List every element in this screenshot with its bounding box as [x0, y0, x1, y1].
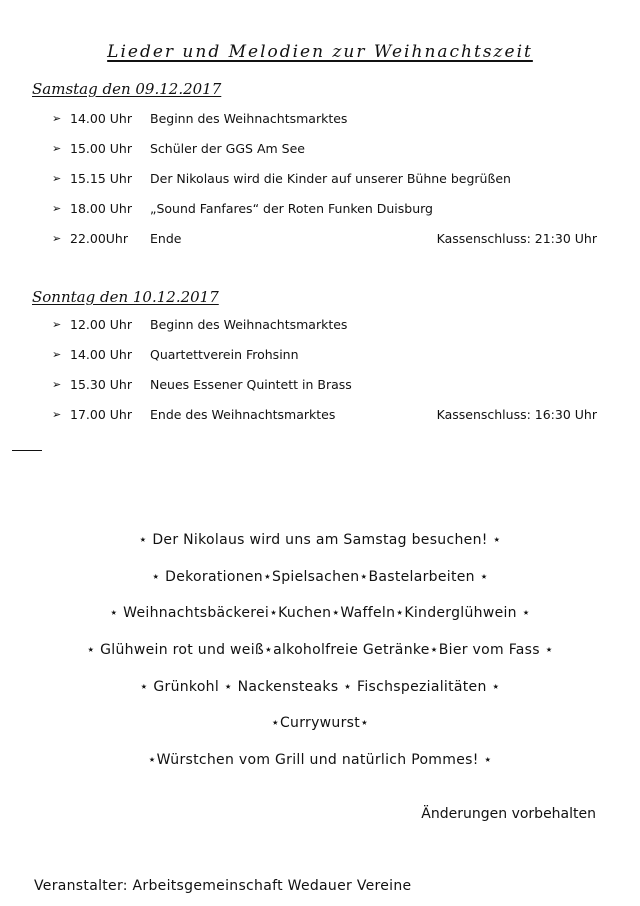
highlights-list	[0, 522, 640, 779]
event-time: 17.00 Uhr	[70, 407, 132, 422]
event-time: 15.00 Uhr	[70, 141, 132, 156]
event-description: Ende des Weihnachtsmarktes	[150, 407, 336, 422]
arrow-bullet-icon: ➢	[52, 112, 62, 125]
schedule-row	[52, 194, 597, 224]
schedule-row	[52, 340, 597, 370]
highlight-line: ⋆ Der Nikolaus wird uns am Samstag besuchen! ⋆	[138, 532, 502, 548]
event-time: 12.00 Uhr	[70, 317, 132, 332]
event-description: Ende	[150, 231, 182, 246]
day-heading-saturday: Samstag den 09.12.2017	[32, 80, 222, 98]
event-time: 15.15 Uhr	[70, 171, 132, 186]
schedule-row	[52, 400, 597, 430]
schedule-row	[52, 104, 597, 134]
event-time: 14.00 Uhr	[70, 347, 132, 362]
highlight-line: ⋆Würstchen vom Grill und natürlich Pommes! ⋆	[147, 752, 493, 769]
event-description: Der Nikolaus wird die Kinder auf unserer Bühne begrüßen	[150, 171, 511, 186]
day-heading-sunday: Sonntag den 10.12.2017	[32, 288, 219, 306]
schedule-row	[52, 370, 597, 400]
page-title: Lieder und Melodien zur Weihnachtszeit	[107, 42, 533, 62]
schedule-row	[52, 310, 597, 340]
event-description: Quartettverein Frohsinn	[150, 347, 299, 362]
highlight-line: ⋆ Dekorationen⋆Spielsachen⋆Bastelarbeiten ⋆	[151, 568, 489, 585]
event-time: 18.00 Uhr	[70, 201, 132, 216]
arrow-bullet-icon: ➢	[52, 348, 62, 361]
highlight-line: ⋆ Glühwein rot und weiß⋆alkoholfreie Getränke⋆Bier vom Fass ⋆	[86, 642, 554, 659]
arrow-bullet-icon: ➢	[52, 142, 62, 155]
arrow-bullet-icon: ➢	[52, 318, 62, 331]
highlight-line: ⋆Currywurst⋆	[270, 715, 370, 732]
cash-close-note: Kassenschluss: 21:30 Uhr	[436, 231, 597, 246]
event-time: 14.00 Uhr	[70, 111, 132, 126]
highlight-line: ⋆ Weihnachtsbäckerei⋆Kuchen⋆Waffeln⋆Kinderglühwein ⋆	[109, 605, 531, 622]
arrow-bullet-icon: ➢	[52, 202, 62, 215]
event-description: Beginn des Weihnachtsmarktes	[150, 111, 348, 126]
event-time: 22.00Uhr	[70, 231, 128, 246]
organizer-line: Veranstalter: Arbeitsgemeinschaft Wedauer Vereine	[34, 878, 412, 894]
event-description: Beginn des Weihnachtsmarktes	[150, 317, 348, 332]
highlight-line: ⋆ Grünkohl ⋆ Nackensteaks ⋆ Fischspezialitäten ⋆	[139, 678, 501, 695]
arrow-bullet-icon: ➢	[52, 378, 62, 391]
schedule-sunday	[52, 310, 597, 430]
event-description: Schüler der GGS Am See	[150, 141, 305, 156]
event-time: 15.30 Uhr	[70, 377, 132, 392]
arrow-bullet-icon: ➢	[52, 408, 62, 421]
schedule-row	[52, 164, 597, 194]
event-description: „Sound Fanfares“ der Roten Funken Duisburg	[150, 201, 433, 216]
event-description: Neues Essener Quintett in Brass	[150, 377, 352, 392]
schedule-row	[52, 134, 597, 164]
changes-reserved-note: Änderungen vorbehalten	[421, 806, 596, 822]
arrow-bullet-icon: ➢	[52, 232, 62, 245]
schedule-row	[52, 224, 597, 254]
arrow-bullet-icon: ➢	[52, 172, 62, 185]
schedule-saturday	[52, 104, 597, 254]
cash-close-note: Kassenschluss: 16:30 Uhr	[436, 407, 597, 422]
divider-line	[12, 450, 42, 451]
